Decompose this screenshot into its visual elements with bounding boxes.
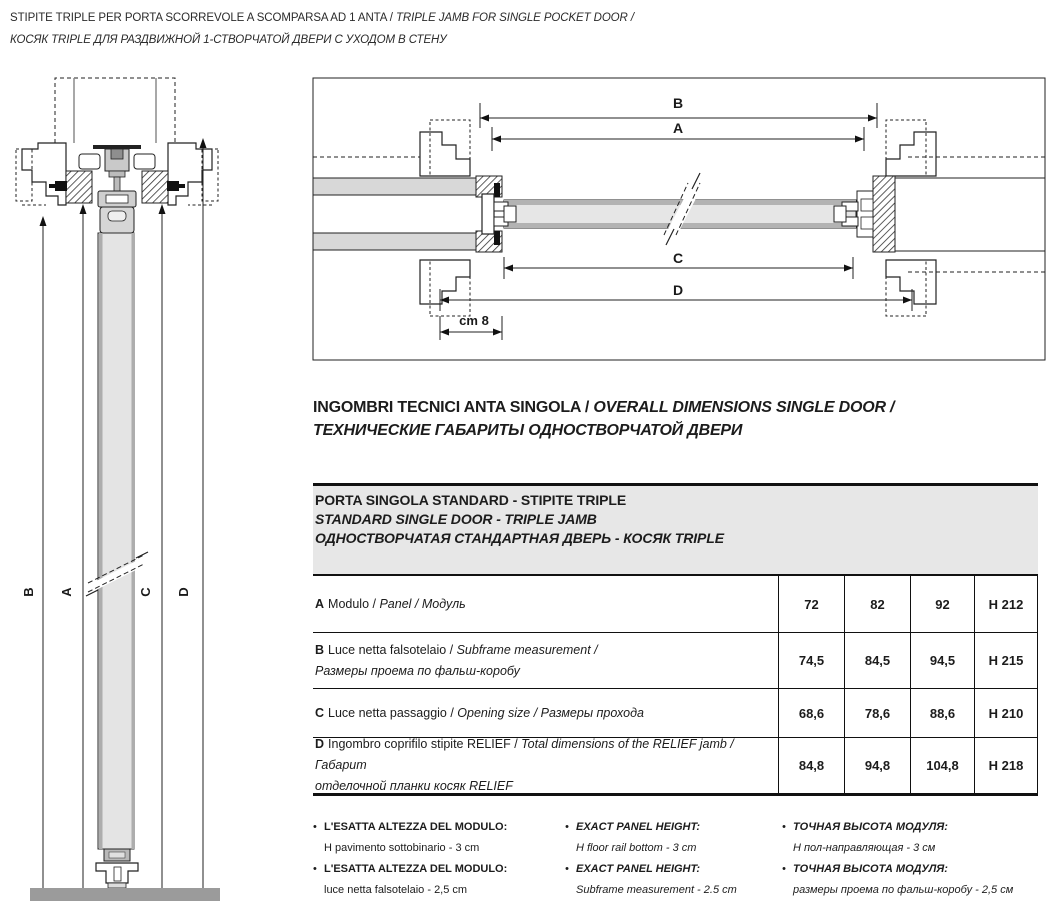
note-item: • EXACT PANEL HEIGHT: Subframe measurement - 2.5 cm <box>565 859 777 901</box>
header-line-1 <box>10 7 634 29</box>
section-heading <box>313 397 894 442</box>
cell-value: 74,5 <box>778 633 844 688</box>
cell-value: H 212 <box>974 576 1038 632</box>
cell-value: H 218 <box>974 738 1038 793</box>
cell-value: 84,5 <box>844 633 910 688</box>
table-row-b <box>313 632 1038 688</box>
arrowhead <box>492 136 501 143</box>
cell-value: 94,5 <box>910 633 974 688</box>
row-description: B Luce netta falsotelaio / Subframe measurement / Размеры проема по фальш-коробу <box>315 642 598 678</box>
bullet-icon: • <box>782 821 786 833</box>
table-row-d <box>313 737 1038 793</box>
note-item: • ТОЧНАЯ ВЫСОТА МОДУЛЯ: Н пол-направляющая - 3 см <box>782 817 1042 859</box>
dim-label-b: B <box>21 587 36 597</box>
bullet-icon: • <box>313 821 317 833</box>
floor <box>30 888 220 901</box>
row-letter: D <box>315 737 325 751</box>
table-row-c <box>313 688 1038 737</box>
row-description: C Luce netta passaggio / Opening size / Размеры прохода <box>315 705 644 720</box>
cell-value: 72 <box>778 576 844 632</box>
bullet-icon: • <box>565 863 569 875</box>
arrowhead <box>855 136 864 143</box>
wall-pocket <box>55 78 175 143</box>
header-line1-italian: STIPITE TRIPLE PER PORTA SCORREVOLE A SCOMPARSA AD 1 ANTA / <box>10 12 396 24</box>
cell-value: 92 <box>910 576 974 632</box>
pocket-depth-label: cm 8 <box>459 313 489 328</box>
row-letter: B <box>315 642 325 657</box>
wall-left-pocket <box>313 157 502 252</box>
section-heading-english: OVERALL DIMENSIONS SINGLE DOOR / <box>593 399 895 416</box>
note-item: • L'ESATTA ALTEZZA DEL MODULO: H pavimento sottobinario - 3 cm <box>313 817 555 859</box>
table-title-band <box>313 483 1038 576</box>
row-description: A Modulo / Panel / Модуль <box>315 596 466 611</box>
bottom-floor-guide <box>96 849 138 888</box>
row-letter: A <box>315 596 325 611</box>
cell-value: 104,8 <box>910 738 974 793</box>
vertical-section-drawing <box>2 70 232 905</box>
table-title-italian: PORTA SINGOLA STANDARD - STIPITE TRIPLE <box>315 492 627 508</box>
dim-label-d: D <box>672 282 684 298</box>
arrowhead <box>493 329 502 336</box>
notes-russian <box>782 817 1042 901</box>
cell-value: 82 <box>844 576 910 632</box>
dim-label-c: C <box>672 250 684 266</box>
horizontal-section-drawing <box>308 75 1048 367</box>
section-heading-italian: INGOMBRI TECNICI ANTA SINGOLA / <box>313 399 594 416</box>
header-line1-english: TRIPLE JAMB FOR SINGLE POCKET DOOR / <box>395 12 634 24</box>
table-title-russian: ОДНОСТВОРЧАТАЯ СТАНДАРТНАЯ ДВЕРЬ - КОСЯК TRIPLE <box>315 529 724 546</box>
section-heading-line1 <box>313 397 894 420</box>
cell-value: 88,6 <box>910 689 974 737</box>
section-heading-russian: ТЕХНИЧЕСКИЕ ГАБАРИТЫ ОДНОСТВОРЧАТОЙ ДВЕРИ <box>313 421 743 439</box>
table-row-a <box>313 576 1038 632</box>
arrowhead <box>844 265 853 272</box>
bullet-icon: • <box>782 863 786 875</box>
cell-value: H 210 <box>974 689 1038 737</box>
arrowhead <box>480 115 489 122</box>
row-description: D Ingombro coprifilo stipite RELIEF / Total dimensions of the RELIEF jamb / Габарит отделочной планки косяк RELIEF <box>315 737 734 793</box>
bullet-icon: • <box>313 863 317 875</box>
cell-value: 78,6 <box>844 689 910 737</box>
note-item: • EXACT PANEL HEIGHT: H floor rail bottom - 3 cm <box>565 817 777 859</box>
dim-label-a: A <box>672 120 684 136</box>
arrowhead <box>504 265 513 272</box>
note-item: • L'ESATTA ALTEZZA DEL MODULO: luce netta falsotelaio - 2,5 cm <box>313 859 555 901</box>
arrowhead <box>903 297 912 304</box>
notes-italian <box>313 817 555 901</box>
arrowhead <box>868 115 877 122</box>
door-panel <box>98 233 135 849</box>
cell-value: 84,8 <box>778 738 844 793</box>
document-header <box>10 7 634 51</box>
dim-label-c: C <box>138 587 153 597</box>
left-jamb-profile <box>16 143 66 205</box>
cell-value: 94,8 <box>844 738 910 793</box>
bullet-icon: • <box>565 821 569 833</box>
right-jamb-profile <box>168 143 218 205</box>
dim-label-a: A <box>59 587 74 597</box>
dim-label-d: D <box>176 587 191 597</box>
dim-label-b: B <box>672 95 684 111</box>
strike-jamb <box>857 176 895 252</box>
table-title-english: STANDARD SINGLE DOOR - TRIPLE JAMB <box>315 510 597 527</box>
row-letter: C <box>315 705 325 720</box>
notes-english <box>565 817 777 901</box>
cell-value: 68,6 <box>778 689 844 737</box>
header-line-2: КОСЯК TRIPLE ДЛЯ РАЗДВИЖНОЙ 1-СТВОРЧАТОЙ ДВЕРИ С УХОДОМ В СТЕНУ <box>10 34 447 46</box>
arrowhead <box>440 329 449 336</box>
top-track-assembly <box>49 145 185 233</box>
cell-value: H 215 <box>974 633 1038 688</box>
note-item: • ТОЧНАЯ ВЫСОТА МОДУЛЯ: размеры проема по фальш-коробу - 2,5 см <box>782 859 1042 901</box>
dimensions-table <box>313 483 1038 796</box>
